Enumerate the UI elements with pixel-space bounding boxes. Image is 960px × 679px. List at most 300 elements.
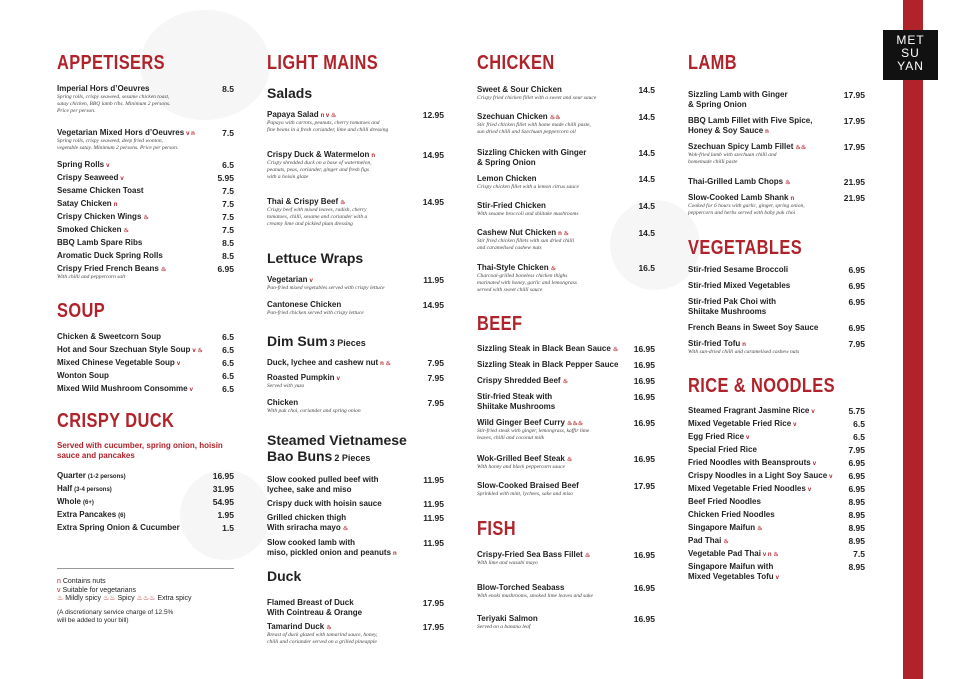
menu-item-name xyxy=(477,583,564,593)
menu-item-name xyxy=(267,398,298,408)
menu-item-description: fine beans in a fresh coriander, lime and chilli dressing xyxy=(267,127,389,133)
item-name: Half xyxy=(57,484,73,493)
menu-item-price: 7.5 xyxy=(853,549,865,559)
menu-item-name xyxy=(477,614,538,624)
item-name: Whole xyxy=(57,497,81,506)
menu-item-price: 11.95 xyxy=(423,275,444,285)
menu-item-price: 16.95 xyxy=(633,550,655,560)
menu-item-name xyxy=(688,510,775,520)
item-name: Imperial Hors d’Oeuvres xyxy=(57,84,150,93)
section-title-chicken: CHICKEN xyxy=(477,52,555,74)
menu-item-name xyxy=(57,199,117,210)
menu-item-name xyxy=(57,484,112,495)
menu-item-description: Crispy fried chicken fillet with a sweet and sour sauce xyxy=(477,95,597,101)
menu-item-name xyxy=(477,174,537,184)
menu-item-name xyxy=(57,84,149,94)
item-name: Lemon Chicken xyxy=(477,174,537,183)
menu-item-description: Crispy chicken fillet with a lemon citrus sauce xyxy=(477,184,579,190)
menu-item-name xyxy=(477,344,618,355)
menu-item-price: 6.5 xyxy=(853,432,865,442)
menu-item-name xyxy=(688,406,815,417)
menu-item-description: and caramelised cashew nuts xyxy=(477,245,542,251)
dietary-mark: ♨ xyxy=(340,200,346,206)
logo-line: MET xyxy=(896,33,925,47)
item-name: Quarter xyxy=(57,471,86,480)
dietary-mark: v xyxy=(746,435,750,441)
menu-item-name xyxy=(688,297,776,307)
dietary-mark: v xyxy=(336,376,340,382)
portion-note: (6+) xyxy=(83,500,94,506)
menu-item-name xyxy=(688,484,811,495)
menu-item-name xyxy=(688,497,761,507)
section-title-lamb: LAMB xyxy=(688,52,738,74)
menu-item-price: 7.5 xyxy=(222,225,234,235)
menu-item-price: 8.95 xyxy=(848,536,865,546)
item-name: Roasted Pumpkin xyxy=(267,373,335,382)
dietary-mark: v xyxy=(120,176,124,182)
item-name: Papaya Salad xyxy=(267,110,319,119)
menu-item-price: 16.95 xyxy=(633,344,655,354)
dietary-mark: ♨ xyxy=(160,267,167,273)
menu-item-price: 16.95 xyxy=(633,360,655,370)
item-name: Slow-Cooked Lamb Shank xyxy=(688,193,789,202)
item-name: Mixed Vegetable Fried Rice xyxy=(688,419,792,428)
menu-item-price: 16.95 xyxy=(633,376,655,386)
item-name: Sizzling Lamb with Ginger xyxy=(688,90,788,99)
menu-item-name xyxy=(57,332,161,342)
item-name: Extra Pancakes xyxy=(57,510,117,519)
dietary-mark: v n xyxy=(186,131,195,137)
section-title-beef: BEEF xyxy=(477,313,523,335)
menu-item-name xyxy=(267,358,391,369)
item-name: Stir-fried Tofu xyxy=(688,339,741,348)
item-name: Slow cooked lamb with xyxy=(267,538,356,547)
menu-item-description: creamy lime and pickled plum dressing xyxy=(267,221,353,227)
service-charge-note: will be added to your bill) xyxy=(57,617,129,624)
menu-item-description: marinated with honey, garlic and lemongrass xyxy=(477,280,577,286)
item-name: Stir-fried Sesame Broccoli xyxy=(688,265,789,274)
menu-item-description: peppercorn and herbs served with baby pak choi xyxy=(688,210,796,216)
dietary-legend xyxy=(57,578,192,604)
item-name-line2: Shiitake Mushrooms xyxy=(477,402,556,411)
item-name: Aromatic Duck Spring Rolls xyxy=(57,251,163,260)
item-name: Crispy Duck & Watermelon xyxy=(267,150,370,159)
menu-item-price: 7.5 xyxy=(222,199,234,209)
menu-item-price: 8.95 xyxy=(848,562,865,572)
menu-item-name xyxy=(477,392,552,402)
menu-item-price: 14.95 xyxy=(422,150,444,160)
menu-item-price: 7.5 xyxy=(222,186,234,196)
menu-item-description: tomatoes, chilli, sesame and coriander with a xyxy=(267,214,368,220)
menu-item-price: 6.95 xyxy=(848,281,865,291)
subsection-bao-title: Steamed Vietnamese xyxy=(267,432,407,448)
item-name: Fried Noodles with Beansprouts xyxy=(688,458,811,467)
item-name: Crispy Chicken Wings xyxy=(57,212,142,221)
menu-item-price: 7.95 xyxy=(427,398,444,408)
menu-item-name xyxy=(267,513,346,523)
menu-item-description: with a hoisin glaze xyxy=(267,174,309,180)
menu-item-price: 8.5 xyxy=(222,84,234,94)
dietary-mark: v xyxy=(106,163,110,169)
menu-item-name-line2 xyxy=(267,548,397,559)
menu-item-price: 7.95 xyxy=(848,339,865,349)
item-name: Slow-Cooked Braised Beef xyxy=(477,481,579,490)
dietary-mark: v n ♨ xyxy=(762,552,779,558)
menu-item-price: 6.5 xyxy=(222,160,234,170)
item-name: Mixed Wild Mushroom Consomme xyxy=(57,384,188,393)
section-title-soup: SOUP xyxy=(57,300,106,322)
restaurant-logo xyxy=(883,30,938,80)
item-name: Crispy Seaweed xyxy=(57,173,119,182)
item-name: Grilled chicken thigh xyxy=(267,513,347,522)
item-name-line2: Shiitake Mushrooms xyxy=(688,307,767,316)
menu-item-name xyxy=(57,358,180,369)
item-name: Slow cooked pulled beef with xyxy=(267,475,379,484)
menu-item-name xyxy=(267,499,382,509)
menu-item-description: satay chicken, BBQ lamb ribs. Minimum 2 persons. xyxy=(57,101,171,107)
item-name: Crispy Noodles in a Light Soy Sauce xyxy=(688,471,828,480)
dietary-mark: ♨ xyxy=(723,539,729,545)
menu-item-price: 17.95 xyxy=(633,481,655,491)
menu-item-name xyxy=(57,523,180,533)
menu-item-description: Price per person. xyxy=(57,108,96,114)
service-charge-note: (A discretionary service charge of 12.5% xyxy=(57,609,174,616)
menu-item-name xyxy=(688,90,788,100)
dietary-mark: n xyxy=(742,342,746,348)
menu-item-name xyxy=(688,177,791,188)
menu-item-name xyxy=(688,523,763,534)
item-name: Thai-Grilled Lamb Chops xyxy=(688,177,784,186)
menu-item-description: vegetable satay. Minimum 2 persons. Price per person. xyxy=(57,145,179,151)
menu-item-description: peanuts, peas, coriander, ginger and fresh figs xyxy=(267,167,369,173)
menu-item-name xyxy=(688,445,757,455)
dietary-mark: n xyxy=(393,551,397,557)
menu-item-price: 6.5 xyxy=(222,332,234,342)
item-name: Cantonese Chicken xyxy=(267,300,342,309)
menu-item-price: 16.5 xyxy=(638,263,655,273)
item-name: Wonton Soup xyxy=(57,371,109,380)
legend-row: n Contains nuts xyxy=(57,578,106,585)
menu-item-price: 6.95 xyxy=(848,484,865,494)
item-name: Szechuan Chicken xyxy=(477,112,548,121)
dietary-mark: v xyxy=(811,409,815,415)
item-name: Vegetarian Mixed Hors d’Oeuvres xyxy=(57,128,185,137)
menu-item-name xyxy=(267,300,341,310)
menu-item-price: 1.5 xyxy=(222,523,234,533)
legend-text: Mildly spicy xyxy=(65,595,102,602)
menu-item-price: 5.95 xyxy=(217,173,234,183)
logo-line: YAN xyxy=(897,59,924,73)
menu-item-name xyxy=(477,85,562,95)
menu-item-price: 8.5 xyxy=(222,251,234,261)
legend-row: v Suitable for vegetarians xyxy=(57,586,136,594)
legend-text: Spicy xyxy=(117,595,135,602)
menu-item-price: 8.95 xyxy=(848,497,865,507)
menu-item-description: With sun-dried chilli and caramelised cashew nuts xyxy=(688,349,800,355)
section-title-light-mains: LIGHT MAINS xyxy=(267,52,379,74)
menu-item-description: Crispy shredded duck on a base of watermelon, xyxy=(267,160,372,166)
dietary-mark: v xyxy=(807,487,812,493)
menu-item-description: With chilli and peppercorn salt xyxy=(57,274,126,280)
menu-item-description: With honey and black peppercorn sauce xyxy=(477,464,565,470)
item-name: Stir-fried Pak Choi with xyxy=(688,297,777,306)
item-name: Crispy Shredded Beef xyxy=(477,376,561,385)
item-name-line2: & Spring Onion xyxy=(688,100,747,109)
menu-item-description: Spring rolls, crispy seaweed, sesame chicken toast, xyxy=(57,94,170,100)
item-name: Vegetable Pad Thai xyxy=(688,549,761,558)
item-name: Flamed Breast of Duck xyxy=(267,598,354,607)
item-name: Crispy duck with hoisin sauce xyxy=(267,499,382,508)
portion-note: 2 Pieces xyxy=(334,453,371,463)
section-title-crispy-duck: CRISPY DUCK xyxy=(57,410,175,432)
menu-item-price: 21.95 xyxy=(843,193,865,203)
menu-item-description: Sprinkled with mint, lychees, sake and miso xyxy=(477,491,573,497)
dietary-mark: ♨ xyxy=(584,553,591,559)
dietary-mark: n v ♨ xyxy=(320,113,337,119)
section-title-appetisers: APPETISERS xyxy=(57,52,165,74)
menu-item-name xyxy=(57,251,163,261)
item-name: Duck, lychee and cashew nut xyxy=(267,358,379,367)
item-name: Smoked Chicken xyxy=(57,225,122,234)
menu-item-name-line2 xyxy=(688,126,769,137)
dietary-mark: v xyxy=(176,361,181,367)
dietary-mark: n xyxy=(371,153,376,159)
menu-item-price: 6.5 xyxy=(222,371,234,381)
menu-item-price: 1.95 xyxy=(217,510,234,520)
menu-item-price: 21.95 xyxy=(843,177,865,187)
menu-item-price: 11.95 xyxy=(423,499,444,509)
menu-item-price: 6.95 xyxy=(848,471,865,481)
menu-item-price: 14.5 xyxy=(638,85,655,95)
menu-item-name xyxy=(57,160,109,171)
menu-item-price: 16.95 xyxy=(633,418,655,428)
menu-item-name-line2 xyxy=(267,523,348,534)
menu-item-description: Stir-fried steak with ginger, lemongrass, kaffir lime xyxy=(477,428,590,434)
dietary-mark: ♨ xyxy=(342,526,349,532)
menu-item-description: With lime and wasabi mayo xyxy=(477,560,538,566)
menu-item-name xyxy=(688,419,797,430)
item-name: Special Fried Rice xyxy=(688,445,757,454)
menu-item-description: Crispy beef with mixed leaves, radish, cherry xyxy=(267,207,367,213)
menu-item-name-line2 xyxy=(267,608,362,618)
section-title-fish: FISH xyxy=(477,518,517,540)
menu-item-price: 6.95 xyxy=(848,458,865,468)
item-name: Chicken Fried Noodles xyxy=(688,510,775,519)
item-name: Teriyaki Salmon xyxy=(477,614,538,623)
section-title-vegetables: VEGETABLES xyxy=(688,237,803,259)
legend-text: Suitable for vegetarians xyxy=(62,586,136,594)
decor-flower xyxy=(610,200,700,290)
portion-note: (6) xyxy=(118,513,126,519)
menu-item-description: With sesame broccoli and shiitake mushrooms xyxy=(477,211,579,217)
item-name-line2: Mixed Vegetables Tofu xyxy=(688,572,774,581)
menu-item-description: Papaya with carrots, peanuts, cherry tomatoes and xyxy=(267,120,380,126)
menu-item-price: 14.5 xyxy=(638,112,655,122)
menu-item-price: 17.95 xyxy=(422,622,444,632)
menu-item-price: 54.95 xyxy=(212,497,234,507)
menu-item-name xyxy=(57,173,124,184)
dietary-mark: ♨ xyxy=(785,180,791,186)
menu-item-price: 7.5 xyxy=(222,212,234,222)
menu-item-name xyxy=(267,538,355,548)
item-name: Wok-Grilled Beef Steak xyxy=(477,454,565,463)
menu-item-price: 17.95 xyxy=(843,142,865,152)
menu-item-price: 6.95 xyxy=(848,265,865,275)
menu-item-name xyxy=(57,497,94,508)
dietary-mark: v xyxy=(829,474,833,480)
menu-item-price: 8.95 xyxy=(848,510,865,520)
menu-item-name xyxy=(688,116,812,126)
menu-item-price: 16.95 xyxy=(633,614,655,624)
item-name: Sizzling Steak in Black Bean Sauce xyxy=(477,344,611,353)
menu-item-price: 14.5 xyxy=(638,201,655,211)
menu-item-price: 6.5 xyxy=(222,345,234,355)
item-name-line2: miso, pickled onion and peanuts xyxy=(267,548,392,557)
menu-item-name xyxy=(57,225,129,236)
dietary-mark: ♨♨♨ xyxy=(566,421,584,427)
menu-item-name-line2 xyxy=(688,307,766,317)
menu-item-name-line2 xyxy=(477,158,536,168)
menu-item-price: 11.95 xyxy=(423,513,444,523)
menu-item-price: 17.95 xyxy=(422,598,444,608)
dietary-mark: ♨ xyxy=(143,215,149,221)
menu-item-price: 7.5 xyxy=(222,128,234,138)
item-name: Cashew Nut Chicken xyxy=(477,228,557,237)
logo-line: SU xyxy=(901,46,920,60)
item-name: Chicken & Sweetcorn Soup xyxy=(57,332,162,341)
dietary-mark: ♨ xyxy=(612,347,619,353)
menu-item-price: 6.95 xyxy=(217,264,234,274)
item-name: Szechuan Spicy Lamb Fillet xyxy=(688,142,794,151)
item-name-line2: lychee, sake and miso xyxy=(267,485,352,494)
menu-item-name xyxy=(57,510,126,521)
menu-item-description: Stir fried chicken fillets with sun dried chilli xyxy=(477,238,575,244)
item-name: Singapore Maifun xyxy=(688,523,756,532)
item-name-line2: With Cointreau & Orange xyxy=(267,608,363,617)
menu-item-price: 16.95 xyxy=(633,454,655,464)
menu-item-name xyxy=(477,360,618,370)
item-name: Mixed Vegetable Fried Noodles xyxy=(688,484,806,493)
subsection-salads: Salads xyxy=(267,85,313,101)
dietary-mark: ♨ xyxy=(757,526,763,532)
item-name: Egg Fried Rice xyxy=(688,432,745,441)
portion-note: (3-4 persons) xyxy=(74,487,112,493)
portion-note: (1-2 persons) xyxy=(87,474,126,480)
menu-item-name xyxy=(57,384,193,395)
menu-item-name xyxy=(477,148,586,158)
legend-text: Extra spicy xyxy=(157,595,192,602)
item-name: Thai-Style Chicken xyxy=(477,263,549,272)
menu-item-price: 12.95 xyxy=(422,110,444,120)
item-name: Sweet & Sour Chicken xyxy=(477,85,562,94)
menu-item-name xyxy=(477,481,579,491)
item-name: Wild Ginger Beef Curry xyxy=(477,418,565,427)
dietary-mark: v xyxy=(775,575,779,581)
item-name: Beef Fried Noodles xyxy=(688,497,761,506)
menu-item-name xyxy=(477,201,546,211)
menu-item-name xyxy=(688,265,788,275)
menu-item-price: 11.95 xyxy=(423,475,444,485)
item-name: Chicken xyxy=(267,398,299,407)
menu-item-description: Pan-fried chicken served with crispy lettuce xyxy=(267,310,364,316)
subsection-lettuce-wraps: Lettuce Wraps xyxy=(267,250,364,266)
item-name: Mixed Chinese Vegetable Soup xyxy=(57,358,175,367)
dietary-mark: ♨ xyxy=(566,457,573,463)
menu-item-price: 14.5 xyxy=(638,174,655,184)
menu-item-name xyxy=(57,212,149,223)
menu-item-name-line2 xyxy=(477,402,555,412)
dietary-mark: v xyxy=(812,461,817,467)
menu-item-description: With enoki mushrooms, smoked lime leaves and sake xyxy=(477,593,593,599)
item-name: Steamed Fragrant Jasmine Rice xyxy=(688,406,810,415)
dietary-mark: n xyxy=(113,202,118,208)
menu-item-description: Served with yuzo xyxy=(267,383,305,389)
menu-item-price: 7.95 xyxy=(427,358,444,368)
menu-item-name-line2 xyxy=(688,100,747,110)
menu-item-description: homemade chilli paste xyxy=(688,159,738,165)
menu-item-description: Breast of duck glazed with tamarind sauce, honey, xyxy=(267,632,378,638)
item-name: Tamarind Duck xyxy=(267,622,325,631)
menu-item-name xyxy=(477,376,568,387)
menu-item-description: leaves, chilli and coconut milk xyxy=(477,435,545,441)
dietary-mark: n xyxy=(790,196,795,202)
menu-item-name xyxy=(57,371,109,381)
menu-item-name xyxy=(57,345,203,356)
menu-item-price: 16.95 xyxy=(633,392,655,402)
menu-item-name xyxy=(57,471,126,482)
item-name: Spring Rolls xyxy=(57,160,105,169)
menu-item-name-line2 xyxy=(688,572,779,583)
crispy-duck-intro: Served with cucumber, spring onion, hoisin xyxy=(57,441,223,450)
menu-item-description: served with sweet chilli sauce xyxy=(477,287,543,293)
portion-note: 3 Pieces xyxy=(329,338,366,348)
dietary-mark: v xyxy=(793,422,797,428)
item-name: Singapore Maifun with xyxy=(688,562,774,571)
menu-item-name xyxy=(688,536,729,547)
menu-item-name-line2 xyxy=(267,485,352,495)
menu-item-price: 17.95 xyxy=(843,90,865,100)
menu-item-price: 7.95 xyxy=(848,445,865,455)
menu-item-price: 6.95 xyxy=(848,323,865,333)
item-name-line2: & Spring Onion xyxy=(477,158,536,167)
menu-item-price: 14.5 xyxy=(638,228,655,238)
menu-item-name xyxy=(57,186,144,196)
menu-item-price: 14.95 xyxy=(422,197,444,207)
dietary-mark: v xyxy=(189,387,193,393)
item-name: Satay Chicken xyxy=(57,199,112,208)
item-name: Sizzling Steak in Black Pepper Sauce xyxy=(477,360,619,369)
dietary-mark: n xyxy=(765,129,769,135)
dietary-mark: ♨ xyxy=(326,625,332,631)
menu-item-name xyxy=(688,549,779,560)
menu-item-description: Spring rolls, crispy seaweed, deep fried wonton, xyxy=(57,138,163,144)
dietary-mark: ♨ xyxy=(123,228,129,234)
menu-item-description: chilli and coriander served on a grilled pineapple xyxy=(267,639,377,645)
legend-row: ♨ Mildly spicy ♨♨ Spicy ♨♨♨ Extra spicy xyxy=(57,595,192,602)
menu-item-price: 16.95 xyxy=(212,471,234,481)
menu-item-description: Served on a banana leaf xyxy=(477,624,531,630)
divider xyxy=(57,568,234,569)
dietary-mark: n ♨ xyxy=(380,361,391,367)
menu-item-name xyxy=(688,323,818,333)
item-name: Stir-fried Steak with xyxy=(477,392,553,401)
item-name-line2: Honey & Soy Sauce xyxy=(688,126,764,135)
item-name: Thai & Crispy Beef xyxy=(267,197,339,206)
menu-item-price: 5.75 xyxy=(848,406,865,416)
menu-item-description: Charcoal-grilled boneless chicken thighs xyxy=(477,273,568,279)
section-title-rice-noodles: RICE & NOODLES xyxy=(688,375,835,397)
menu-item-name xyxy=(57,238,142,248)
